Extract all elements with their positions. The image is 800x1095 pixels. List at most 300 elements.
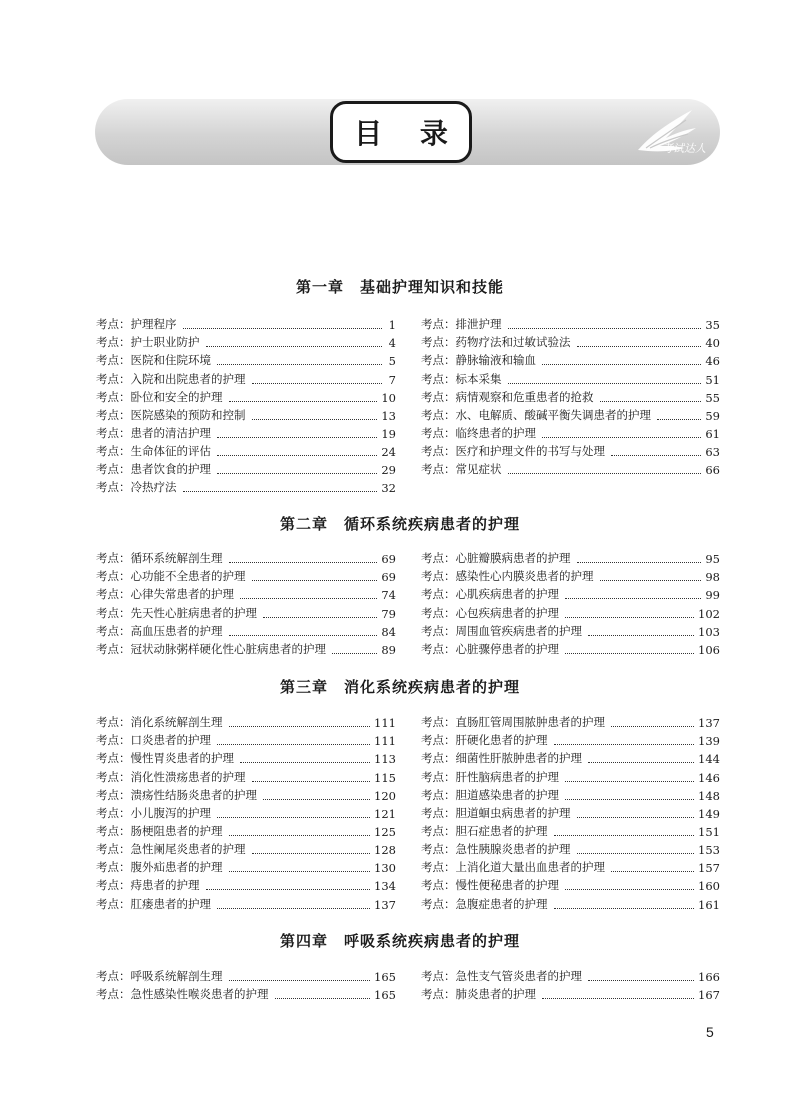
entry-prefix: 考点： bbox=[421, 407, 456, 422]
entry-page: 1 bbox=[388, 318, 396, 333]
dot-leader bbox=[183, 491, 378, 492]
entry-prefix: 考点： bbox=[96, 569, 131, 584]
dot-leader bbox=[565, 598, 701, 599]
entry-page: 63 bbox=[705, 445, 720, 460]
chapter-heading: 第一章 基础护理知识和技能 bbox=[295, 278, 504, 296]
dot-leader bbox=[229, 635, 378, 636]
entry-title: 药物疗法和过敏试验法 bbox=[455, 335, 571, 350]
entry-prefix: 考点： bbox=[421, 444, 456, 459]
entry-title: 水、电解质、酸碱平衡失调患者的护理 bbox=[455, 407, 651, 422]
entry-title: 急性感染性喉炎患者的护理 bbox=[130, 987, 269, 1002]
entry-page: 125 bbox=[374, 824, 396, 839]
entry-page: 167 bbox=[698, 988, 720, 1003]
entry-prefix: 考点： bbox=[421, 733, 456, 748]
entry-title: 胆道感染患者的护理 bbox=[455, 787, 559, 802]
entry-page: 137 bbox=[374, 897, 396, 912]
entry-title: 呼吸系统解剖生理 bbox=[130, 969, 223, 984]
dot-leader bbox=[565, 617, 694, 618]
entry-prefix: 考点： bbox=[421, 605, 456, 620]
toc-entry[interactable] bbox=[421, 441, 720, 459]
entry-page: 79 bbox=[381, 606, 396, 621]
entry-prefix: 考点： bbox=[421, 335, 456, 350]
entry-prefix: 考点： bbox=[96, 605, 131, 620]
entry-page: 137 bbox=[698, 716, 720, 731]
toc-entry[interactable] bbox=[421, 875, 720, 893]
entry-prefix: 考点： bbox=[421, 805, 456, 820]
dot-leader bbox=[240, 598, 377, 599]
toc-entry[interactable] bbox=[96, 566, 396, 584]
entry-title: 肛瘘患者的护理 bbox=[130, 896, 211, 911]
entry-title: 急腹症患者的护理 bbox=[455, 896, 548, 911]
entry-title: 医院感染的预防和控制 bbox=[130, 407, 246, 422]
entry-page: 55 bbox=[705, 390, 720, 405]
entry-prefix: 考点： bbox=[96, 353, 131, 368]
entry-prefix: 考点： bbox=[96, 787, 131, 802]
entry-prefix: 考点： bbox=[421, 389, 456, 404]
toc-entry[interactable] bbox=[96, 405, 396, 423]
entry-title: 病情观察和危重患者的抢救 bbox=[455, 389, 594, 404]
entry-prefix: 考点： bbox=[421, 987, 456, 1002]
toc-entry[interactable] bbox=[421, 821, 720, 839]
entry-title: 心脏骤停患者的护理 bbox=[455, 641, 559, 656]
toc-entry[interactable] bbox=[421, 332, 720, 350]
toc-entry[interactable] bbox=[96, 387, 396, 405]
entry-title: 慢性便秘患者的护理 bbox=[455, 878, 559, 893]
entry-title: 先天性心脏病患者的护理 bbox=[130, 605, 257, 620]
entry-page: 7 bbox=[388, 372, 396, 387]
entry-page: 99 bbox=[705, 588, 720, 603]
entry-prefix: 考点： bbox=[96, 969, 131, 984]
entry-page: 165 bbox=[374, 988, 396, 1003]
entry-page: 4 bbox=[388, 336, 396, 351]
dot-leader bbox=[577, 817, 695, 818]
entry-title: 医疗和护理文件的书写与处理 bbox=[455, 444, 605, 459]
dot-leader bbox=[542, 998, 694, 999]
entry-title: 心律失常患者的护理 bbox=[130, 587, 234, 602]
entry-prefix: 考点： bbox=[421, 371, 456, 386]
entry-prefix: 考点： bbox=[421, 425, 456, 440]
entry-page: 113 bbox=[374, 752, 396, 767]
entry-title: 胆石症患者的护理 bbox=[455, 823, 548, 838]
entry-prefix: 考点： bbox=[421, 623, 456, 638]
toc-entry[interactable] bbox=[421, 387, 720, 405]
entry-page: 153 bbox=[698, 843, 720, 858]
toc-entry[interactable] bbox=[421, 857, 720, 875]
dot-leader bbox=[217, 455, 377, 456]
entry-prefix: 考点： bbox=[96, 371, 131, 386]
entry-prefix: 考点： bbox=[421, 860, 456, 875]
entry-page: 148 bbox=[698, 788, 720, 803]
entry-title: 患者的清洁护理 bbox=[130, 425, 211, 440]
toc-column-left bbox=[96, 548, 396, 657]
dot-leader bbox=[229, 835, 371, 836]
toc-column-right bbox=[421, 548, 720, 657]
dot-leader bbox=[217, 908, 370, 909]
dot-leader bbox=[217, 473, 377, 474]
toc-entry[interactable] bbox=[96, 875, 396, 893]
dot-leader bbox=[577, 562, 702, 563]
dot-leader bbox=[577, 853, 695, 854]
entry-prefix: 考点： bbox=[421, 462, 456, 477]
entry-page: 115 bbox=[374, 770, 396, 785]
dot-leader bbox=[217, 817, 370, 818]
entry-title: 消化系统解剖生理 bbox=[130, 715, 223, 730]
dot-leader bbox=[240, 762, 370, 763]
dot-leader bbox=[657, 419, 701, 420]
toc-entry[interactable] bbox=[96, 459, 396, 477]
entry-title: 标本采集 bbox=[455, 371, 502, 386]
entry-prefix: 考点： bbox=[421, 353, 456, 368]
toc-column-right bbox=[421, 966, 720, 1002]
chapter-heading: 第三章 消化系统疾病患者的护理 bbox=[279, 678, 520, 696]
dot-leader bbox=[263, 799, 370, 800]
dot-leader bbox=[554, 744, 695, 745]
entry-prefix: 考点： bbox=[96, 335, 131, 350]
entry-title: 心包疾病患者的护理 bbox=[455, 605, 559, 620]
entry-title: 冠状动脉粥样硬化性心脏病患者的护理 bbox=[130, 641, 326, 656]
dot-leader bbox=[275, 998, 371, 999]
entry-prefix: 考点： bbox=[96, 805, 131, 820]
entry-prefix: 考点： bbox=[96, 462, 131, 477]
entry-page: 74 bbox=[381, 588, 396, 603]
entry-prefix: 考点： bbox=[96, 587, 131, 602]
entry-prefix: 考点： bbox=[96, 407, 131, 422]
entry-page: 46 bbox=[705, 354, 720, 369]
toc-entry[interactable] bbox=[96, 712, 396, 730]
toc-entry[interactable] bbox=[96, 441, 396, 459]
entry-page: 5 bbox=[388, 354, 396, 369]
entry-page: 24 bbox=[381, 445, 396, 460]
entry-prefix: 考点： bbox=[421, 641, 456, 656]
dot-leader bbox=[565, 889, 694, 890]
toc-entry[interactable] bbox=[421, 639, 720, 657]
dot-leader bbox=[217, 744, 370, 745]
entry-title: 细菌性肝脓肿患者的护理 bbox=[455, 751, 582, 766]
entry-page: 32 bbox=[381, 481, 396, 496]
toc-entry[interactable] bbox=[421, 839, 720, 857]
dot-leader bbox=[611, 726, 694, 727]
toc-entry[interactable] bbox=[421, 893, 720, 911]
toc-entry[interactable] bbox=[421, 423, 720, 441]
toc-entry[interactable] bbox=[421, 984, 720, 1002]
dot-leader bbox=[565, 781, 694, 782]
dot-leader bbox=[588, 762, 694, 763]
entry-title: 循环系统解剖生理 bbox=[130, 551, 223, 566]
entry-page: 13 bbox=[381, 408, 396, 423]
entry-title: 入院和出院患者的护理 bbox=[130, 371, 246, 386]
toc-entry[interactable] bbox=[96, 314, 396, 332]
entry-title: 慢性胃炎患者的护理 bbox=[130, 751, 234, 766]
entry-title: 周围血管疾病患者的护理 bbox=[455, 623, 582, 638]
entry-page: 98 bbox=[705, 570, 720, 585]
entry-page: 106 bbox=[698, 642, 720, 657]
entry-page: 144 bbox=[698, 752, 720, 767]
toc-entry[interactable] bbox=[421, 584, 720, 602]
entry-page: 151 bbox=[698, 824, 720, 839]
dot-leader bbox=[611, 871, 694, 872]
entry-page: 19 bbox=[381, 426, 396, 441]
entry-title: 心功能不全患者的护理 bbox=[130, 569, 246, 584]
toc-entry[interactable] bbox=[96, 621, 396, 639]
dot-leader bbox=[183, 328, 383, 329]
entry-prefix: 考点： bbox=[96, 823, 131, 838]
entry-prefix: 考点： bbox=[96, 769, 131, 784]
toc-entry[interactable] bbox=[96, 785, 396, 803]
entry-title: 肠梗阻患者的护理 bbox=[130, 823, 223, 838]
entry-prefix: 考点： bbox=[96, 860, 131, 875]
entry-prefix: 考点： bbox=[421, 896, 456, 911]
toc-entry[interactable] bbox=[96, 477, 396, 495]
entry-title: 直肠肛管周围脓肿患者的护理 bbox=[455, 715, 605, 730]
entry-title: 高血压患者的护理 bbox=[130, 623, 223, 638]
dot-leader bbox=[252, 853, 371, 854]
dot-leader bbox=[217, 437, 377, 438]
entry-prefix: 考点： bbox=[96, 551, 131, 566]
toc-entry[interactable] bbox=[421, 566, 720, 584]
toc-entry[interactable] bbox=[421, 314, 720, 332]
toc-entry[interactable] bbox=[96, 893, 396, 911]
toc-entry[interactable] bbox=[421, 966, 720, 984]
dot-leader bbox=[542, 364, 701, 365]
entry-page: 149 bbox=[698, 806, 720, 821]
entry-title: 溃疡性结肠炎患者的护理 bbox=[130, 787, 257, 802]
entry-page: 166 bbox=[698, 970, 720, 985]
entry-page: 95 bbox=[705, 552, 720, 567]
dot-leader bbox=[554, 835, 695, 836]
dot-leader bbox=[554, 908, 695, 909]
entry-prefix: 考点： bbox=[96, 480, 131, 495]
entry-title: 临终患者的护理 bbox=[455, 425, 536, 440]
entry-page: 51 bbox=[705, 372, 720, 387]
toc-entry[interactable] bbox=[96, 423, 396, 441]
entry-prefix: 考点： bbox=[421, 823, 456, 838]
entry-page: 29 bbox=[381, 463, 396, 478]
entry-prefix: 考点： bbox=[96, 751, 131, 766]
toc-entry[interactable] bbox=[96, 748, 396, 766]
entry-title: 口炎患者的护理 bbox=[130, 733, 211, 748]
entry-title: 肝性脑病患者的护理 bbox=[455, 769, 559, 784]
entry-prefix: 考点： bbox=[421, 569, 456, 584]
entry-prefix: 考点： bbox=[421, 969, 456, 984]
entry-prefix: 考点： bbox=[421, 751, 456, 766]
toc-entry[interactable] bbox=[96, 839, 396, 857]
entry-title: 急性支气管炎患者的护理 bbox=[455, 969, 582, 984]
toc-entry[interactable] bbox=[421, 602, 720, 620]
entry-prefix: 考点： bbox=[96, 641, 131, 656]
entry-page: 89 bbox=[381, 642, 396, 657]
entry-prefix: 考点： bbox=[96, 317, 131, 332]
toc-entry[interactable] bbox=[96, 803, 396, 821]
entry-page: 120 bbox=[374, 788, 396, 803]
dot-leader bbox=[252, 419, 378, 420]
entry-title: 痔患者的护理 bbox=[130, 878, 200, 893]
entry-page: 160 bbox=[698, 879, 720, 894]
entry-prefix: 考点： bbox=[421, 769, 456, 784]
dot-leader bbox=[508, 383, 702, 384]
entry-title: 冷热疗法 bbox=[130, 480, 177, 495]
toc-entry[interactable] bbox=[96, 766, 396, 784]
logo-text: 考试达人 bbox=[662, 142, 706, 155]
toc-entry[interactable] bbox=[96, 584, 396, 602]
toc-entry[interactable] bbox=[96, 984, 396, 1002]
dot-leader bbox=[217, 364, 382, 365]
toc-entry[interactable] bbox=[421, 766, 720, 784]
entry-title: 急性胰腺炎患者的护理 bbox=[455, 842, 571, 857]
dot-leader bbox=[577, 346, 702, 347]
toc-entry[interactable] bbox=[421, 712, 720, 730]
entry-title: 护理程序 bbox=[130, 317, 177, 332]
dot-leader bbox=[229, 871, 371, 872]
entry-title: 胆道蛔虫病患者的护理 bbox=[455, 805, 571, 820]
entry-prefix: 考点： bbox=[96, 389, 131, 404]
entry-prefix: 考点： bbox=[421, 878, 456, 893]
toc-entry[interactable] bbox=[421, 350, 720, 368]
entry-page: 139 bbox=[698, 734, 720, 749]
entry-prefix: 考点： bbox=[421, 551, 456, 566]
toc-entry[interactable] bbox=[96, 602, 396, 620]
entry-title: 心肌疾病患者的护理 bbox=[455, 587, 559, 602]
entry-page: 84 bbox=[381, 624, 396, 639]
toc-entry[interactable] bbox=[96, 548, 396, 566]
entry-prefix: 考点： bbox=[96, 623, 131, 638]
dot-leader bbox=[588, 980, 694, 981]
dot-leader bbox=[252, 580, 378, 581]
dot-leader bbox=[229, 401, 378, 402]
entry-page: 111 bbox=[374, 716, 396, 731]
dot-leader bbox=[252, 781, 371, 782]
entry-page: 146 bbox=[698, 770, 720, 785]
toc-entry[interactable] bbox=[421, 621, 720, 639]
toc-column-left bbox=[96, 314, 396, 495]
toc-entry[interactable] bbox=[421, 459, 720, 477]
entry-page: 111 bbox=[374, 734, 396, 749]
toc-entry[interactable] bbox=[421, 368, 720, 386]
entry-page: 161 bbox=[698, 897, 720, 912]
entry-page: 103 bbox=[698, 624, 720, 639]
entry-title: 常见症状 bbox=[455, 462, 502, 477]
entry-title: 肝硬化患者的护理 bbox=[455, 733, 548, 748]
dot-leader bbox=[565, 799, 694, 800]
entry-title: 医院和住院环境 bbox=[130, 353, 211, 368]
entry-title: 护士职业防护 bbox=[130, 335, 200, 350]
entry-page: 61 bbox=[705, 426, 720, 441]
toc-entry[interactable] bbox=[96, 350, 396, 368]
toc-column-left bbox=[96, 712, 396, 912]
entry-prefix: 考点： bbox=[421, 317, 456, 332]
toc-column-right bbox=[421, 712, 720, 912]
dot-leader bbox=[229, 980, 371, 981]
entry-title: 感染性心内膜炎患者的护理 bbox=[455, 569, 594, 584]
entry-title: 肺炎患者的护理 bbox=[455, 987, 536, 1002]
entry-page: 102 bbox=[698, 606, 720, 621]
entry-page: 35 bbox=[705, 318, 720, 333]
toc-entry[interactable] bbox=[421, 548, 720, 566]
entry-prefix: 考点： bbox=[421, 842, 456, 857]
entry-title: 生命体征的评估 bbox=[130, 444, 211, 459]
entry-prefix: 考点： bbox=[421, 715, 456, 730]
dot-leader bbox=[542, 437, 701, 438]
entry-prefix: 考点： bbox=[96, 842, 131, 857]
dot-leader bbox=[565, 653, 694, 654]
toc-entry[interactable] bbox=[421, 730, 720, 748]
entry-title: 消化性溃疡患者的护理 bbox=[130, 769, 246, 784]
entry-page: 10 bbox=[381, 390, 396, 405]
entry-title: 心脏瓣膜病患者的护理 bbox=[455, 551, 571, 566]
toc-entry[interactable] bbox=[421, 785, 720, 803]
dot-leader bbox=[332, 653, 377, 654]
toc-entry[interactable] bbox=[421, 405, 720, 423]
entry-page: 130 bbox=[374, 861, 396, 876]
entry-title: 患者饮食的护理 bbox=[130, 462, 211, 477]
dot-leader bbox=[263, 617, 377, 618]
dot-leader bbox=[508, 328, 702, 329]
entry-title: 上消化道大量出血患者的护理 bbox=[455, 860, 605, 875]
toc-entry[interactable] bbox=[96, 639, 396, 657]
entry-page: 40 bbox=[705, 336, 720, 351]
entry-page: 128 bbox=[374, 843, 396, 858]
dot-leader bbox=[508, 473, 702, 474]
entry-prefix: 考点： bbox=[96, 878, 131, 893]
entry-page: 121 bbox=[374, 806, 396, 821]
toc-column-left bbox=[96, 966, 396, 1002]
entry-title: 卧位和安全的护理 bbox=[130, 389, 223, 404]
entry-page: 59 bbox=[705, 408, 720, 423]
page-title: 目 录 bbox=[330, 101, 472, 163]
dot-leader bbox=[206, 346, 383, 347]
dot-leader bbox=[588, 635, 694, 636]
chapter-heading: 第四章 呼吸系统疾病患者的护理 bbox=[279, 932, 520, 950]
entry-prefix: 考点： bbox=[421, 587, 456, 602]
toc-entry[interactable] bbox=[96, 332, 396, 350]
entry-page: 69 bbox=[381, 570, 396, 585]
dot-leader bbox=[229, 562, 378, 563]
toc-entry[interactable] bbox=[421, 803, 720, 821]
entry-prefix: 考点： bbox=[96, 896, 131, 911]
entry-prefix: 考点： bbox=[96, 715, 131, 730]
toc-entry[interactable] bbox=[96, 966, 396, 984]
entry-title: 腹外疝患者的护理 bbox=[130, 860, 223, 875]
dot-leader bbox=[600, 401, 702, 402]
chapter-heading: 第二章 循环系统疾病患者的护理 bbox=[279, 515, 520, 533]
entry-title: 急性阑尾炎患者的护理 bbox=[130, 842, 246, 857]
toc-entry[interactable] bbox=[96, 857, 396, 875]
toc-column-right bbox=[421, 314, 720, 477]
toc-entry[interactable] bbox=[96, 730, 396, 748]
entry-title: 静脉输液和输血 bbox=[455, 353, 536, 368]
dot-leader bbox=[611, 455, 701, 456]
dot-leader bbox=[206, 889, 371, 890]
dot-leader bbox=[252, 383, 383, 384]
dot-leader bbox=[229, 726, 371, 727]
entry-prefix: 考点： bbox=[96, 733, 131, 748]
entry-page: 157 bbox=[698, 861, 720, 876]
entry-title: 小儿腹泻的护理 bbox=[130, 805, 211, 820]
toc-entry[interactable] bbox=[421, 748, 720, 766]
entry-prefix: 考点： bbox=[421, 787, 456, 802]
dot-leader bbox=[600, 580, 702, 581]
entry-page: 134 bbox=[374, 879, 396, 894]
entry-title: 排泄护理 bbox=[455, 317, 502, 332]
entry-page: 69 bbox=[381, 552, 396, 567]
page-number: 5 bbox=[706, 1024, 714, 1040]
entry-prefix: 考点： bbox=[96, 987, 131, 1002]
entry-page: 66 bbox=[705, 463, 720, 478]
toc-entry[interactable] bbox=[96, 821, 396, 839]
toc-entry[interactable] bbox=[96, 368, 396, 386]
entry-page: 165 bbox=[374, 970, 396, 985]
entry-prefix: 考点： bbox=[96, 425, 131, 440]
entry-prefix: 考点： bbox=[96, 444, 131, 459]
